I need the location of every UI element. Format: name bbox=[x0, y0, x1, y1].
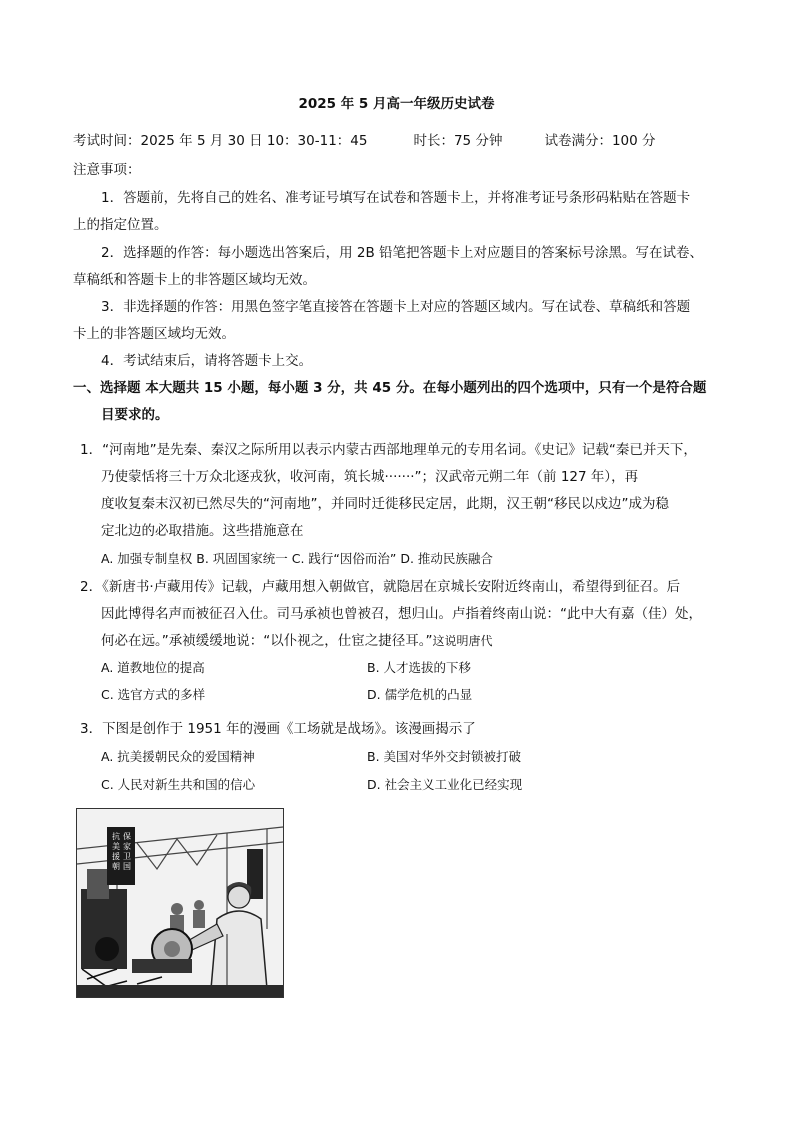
q2-option-a: A. 道教地位的提高 bbox=[101, 660, 205, 675]
notice-line: 2．选择题的作答：每小题选出答案后，用 2B 铅笔把答题卡上对应题目的答案标号涂黑。写在试卷、 bbox=[101, 245, 704, 261]
exam-time: 考试时间：2025 年 5 月 30 日 10：30-11：45 bbox=[73, 133, 368, 149]
q1-options: A. 加强专制皇权 B. 巩固国家统一 C. 践行“因俗而治” D. 推动民族融合 bbox=[101, 551, 493, 566]
q1-stem: 定北边的必取措施。这些措施意在 bbox=[101, 523, 304, 539]
section-heading: 一、选择题 本大题共 15 小题，每小题 3 分，共 45 分。在每小题列出的四个选项中，只有一个是符合题 bbox=[73, 380, 707, 396]
q2-option-b: B. 人才选拔的下移 bbox=[367, 660, 472, 675]
exam-duration: 时长：75 分钟 bbox=[413, 133, 503, 149]
q3-option-d: D. 社会主义工业化已经实现 bbox=[367, 777, 523, 792]
banner-glyph: 抗 bbox=[112, 832, 120, 841]
q3-option-b: B. 美国对华外交封锁被打破 bbox=[367, 749, 522, 764]
cartoon-image bbox=[76, 808, 284, 998]
exam-info-row bbox=[73, 131, 656, 151]
q3-stem: 3．下图是创作于 1951 年的漫画《工场就是战场》。该漫画揭示了 bbox=[80, 721, 476, 737]
notice-line: 上的指定位置。 bbox=[73, 217, 168, 233]
page-title: 2025 年 5 月高一年级历史试卷 bbox=[298, 96, 495, 112]
section-heading-cont: 目要求的。 bbox=[101, 407, 169, 423]
notice-line: 4．考试结束后，请将答题卡上交。 bbox=[101, 353, 313, 369]
banner-glyph: 援 bbox=[112, 852, 120, 861]
banner-glyph: 家 bbox=[123, 842, 131, 851]
q2-stem: 2．《新唐书·卢藏用传》记载，卢藏用想入朝做官，就隐居在京城长安附近终南山，希望得到征召。后 bbox=[80, 579, 681, 595]
notice-heading: 注意事项： bbox=[73, 162, 141, 178]
q1-stem: 乃使蒙恬将三十万众北逐戎狄，收河南，筑长城·······”；汉武帝元朔二年（前 127 年），再 bbox=[101, 469, 639, 485]
cartoon-drawing bbox=[77, 809, 283, 997]
q3-option-a: A. 抗美援朝民众的爱国精神 bbox=[101, 749, 255, 764]
q2-stem-text: 何必在远。”承祯缓缓地说：“以仆视之，仕宦之捷径耳。” bbox=[101, 633, 433, 649]
q2-stem: 因此博得名声而被征召入仕。司马承祯也曾被召，想归山。卢指着终南山说：“此中大有嘉（佳）处， bbox=[101, 606, 702, 622]
notice-line: 草稿纸和答题卡上的非答题区域均无效。 bbox=[73, 272, 316, 288]
banner-glyph: 卫 bbox=[123, 852, 131, 861]
banner-glyph: 朝 bbox=[112, 862, 120, 871]
q3-option-c: C. 人民对新生共和国的信心 bbox=[101, 777, 256, 792]
banner-glyph: 国 bbox=[123, 862, 131, 871]
notice-line: 1．答题前，先将自己的姓名、准考证号填写在试卷和答题卡上，并将准考证号条形码粘贴在答题卡 bbox=[101, 190, 691, 206]
q2-option-c: C. 选官方式的多样 bbox=[101, 687, 206, 702]
q1-stem: 度收复秦末汉初已然尽失的“河南地”，并同时迁徙移民定居，此期，汉王朝“移民以戍边”成为稳 bbox=[101, 496, 669, 512]
q2-option-d: D. 儒学危机的凸显 bbox=[367, 687, 473, 702]
banner-glyph: 美 bbox=[112, 842, 120, 851]
q2-stem bbox=[101, 631, 493, 651]
exam-full-score: 试卷满分：100 分 bbox=[544, 133, 656, 149]
q1-stem: 1．“河南地”是先秦、秦汉之际所用以表示内蒙古西部地理单元的专用名词。《史记》记载“秦已并天下， bbox=[80, 442, 697, 458]
notice-line: 卡上的非答题区域均无效。 bbox=[73, 326, 235, 342]
banner-glyph: 保 bbox=[123, 832, 131, 841]
notice-line: 3．非选择题的作答：用黑色签字笔直接答在答题卡上对应的答题区域内。写在试卷、草稿纸和答题 bbox=[101, 299, 691, 315]
q2-stem-tail: 这说明唐代 bbox=[432, 634, 493, 648]
